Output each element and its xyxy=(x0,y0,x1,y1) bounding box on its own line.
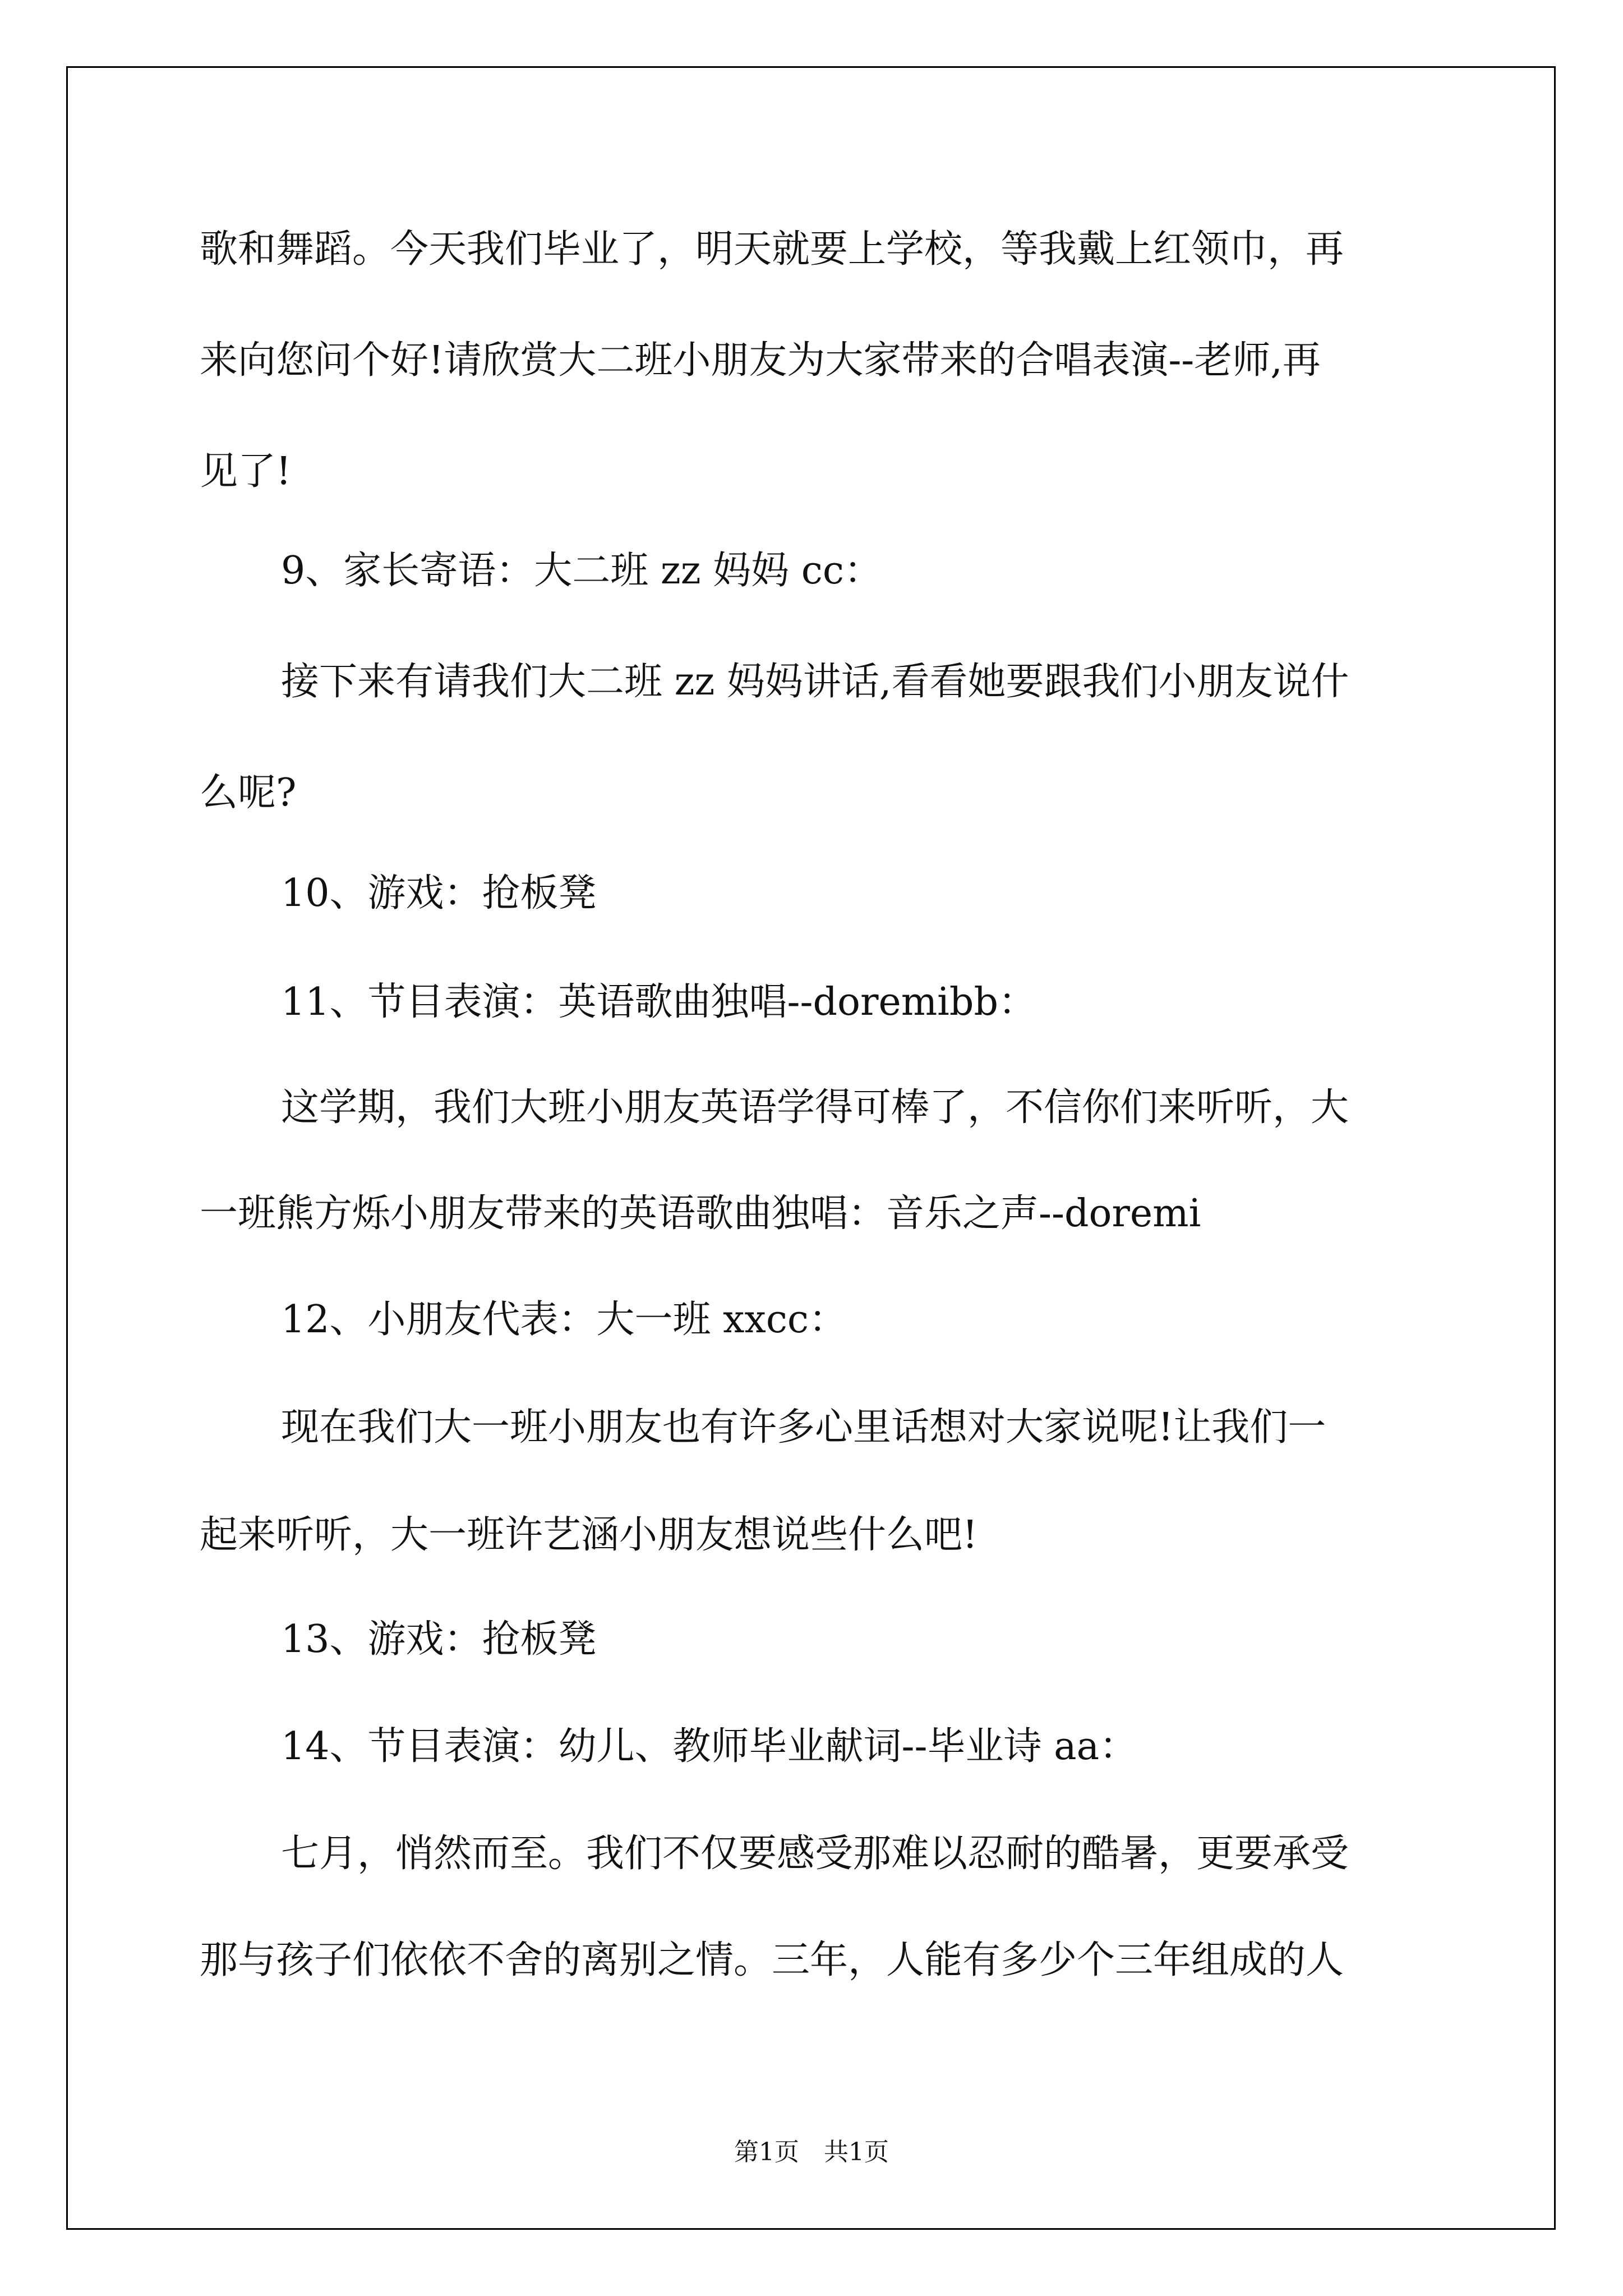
paragraph-line: 歌和舞蹈。今天我们毕业了，明天就要上学校，等我戴上红领巾，再 xyxy=(200,227,1344,272)
section-heading: 14、节目表演：幼儿、教师毕业献词--毕业诗 aa： xyxy=(281,1724,1138,1769)
paragraph-line: 现在我们大一班小朋友也有许多心里话想对大家说呢!让我们一 xyxy=(281,1405,1326,1450)
section-heading: 12、小朋友代表：大一班 xxcc： xyxy=(281,1297,847,1342)
paragraph-line: 见了! xyxy=(200,449,292,494)
paragraph-line: 来向您问个好!请欣赏大二班小朋友为大家带来的合唱表演--老师,再 xyxy=(200,338,1321,383)
paragraph-line: 那与孩子们依依不舍的离别之情。三年，人能有多少个三年组成的人 xyxy=(200,1938,1344,1982)
paragraph-line: 这学期，我们大班小朋友英语学得可棒了，不信你们来听听，大 xyxy=(281,1085,1349,1130)
section-heading: 11、节目表演：英语歌曲独唱--doremibb： xyxy=(281,980,1036,1024)
section-heading: 13、游戏：抢板凳 xyxy=(281,1617,597,1662)
section-heading: 9、家长寄语：大二班 zz 妈妈 cc： xyxy=(281,549,882,593)
paragraph-line: 么呢? xyxy=(200,771,297,815)
section-heading: 10、游戏：抢板凳 xyxy=(281,871,597,915)
paragraph-line: 七月，悄然而至。我们不仅要感受那难以忍耐的酷暑，更要承受 xyxy=(281,1832,1349,1876)
paragraph-line: 一班熊方烁小朋友带来的英语歌曲独唱：音乐之声--doremi xyxy=(200,1191,1201,1236)
paragraph-line: 接下来有请我们大二班 zz 妈妈讲话,看看她要跟我们小朋友说什 xyxy=(281,660,1349,704)
paragraph-line: 起来听听，大一班许艺涵小朋友想说些什么吧! xyxy=(200,1513,978,1557)
page-border xyxy=(66,66,1556,2230)
page-number: 第1页 共1页 xyxy=(734,2138,889,2166)
